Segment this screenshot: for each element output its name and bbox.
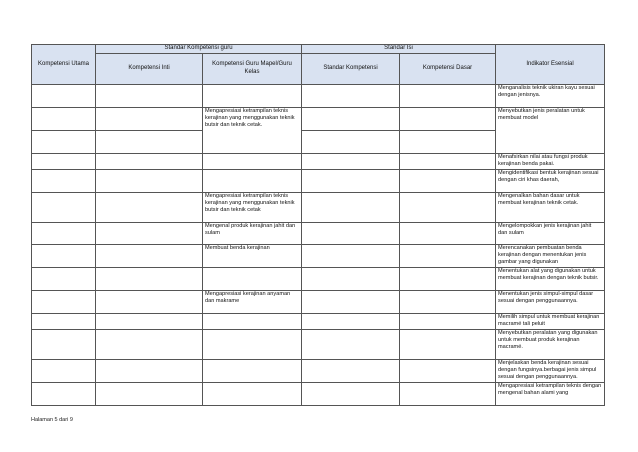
cell-indikator: Mengidentifikasi bentuk kerajinan sesuai dengan ciri khas daerah, — [496, 170, 605, 193]
table-row — [32, 330, 605, 360]
table-row — [32, 223, 605, 245]
cell-standar-kompetensi — [302, 314, 400, 330]
cell-kompetensi-utama — [32, 330, 96, 360]
cell-indikator: Menyebutkan peralatan yang digunakan untuk membuat produk kerajinan macramé. — [496, 330, 605, 360]
header-kompetensi-dasar: Kompetensi Dasar — [400, 54, 496, 85]
cell-indikator: Menganalisis teknik ukiran kayu sesuai dengan jenisnya. — [496, 85, 605, 108]
table-row — [32, 193, 605, 223]
competency-table — [31, 44, 605, 406]
cell-kompetensi-utama — [32, 268, 96, 291]
cell-indikator: Menentukan alat yang digunakan untuk membuat kerajinan dengan teknik butsir. — [496, 268, 605, 291]
cell-kompetensi-utama — [32, 154, 96, 170]
cell-kompetensi-inti — [96, 193, 203, 223]
cell-kompetensi-utama — [32, 223, 96, 245]
cell-kompetensi-guru — [203, 170, 302, 193]
header-kompetensi-utama: Kompetensi Utama — [32, 45, 96, 85]
cell-kompetensi-guru: Mengapresiasi kerajinan anyaman dan makrame — [203, 291, 302, 314]
cell-kompetensi-utama — [32, 170, 96, 193]
cell-kompetensi-inti — [96, 108, 203, 131]
cell-kompetensi-inti — [96, 291, 203, 314]
table-row — [32, 85, 605, 108]
cell-standar-kompetensi — [302, 131, 400, 154]
cell-indikator: Mengenalkan bahan dasar untuk membuat kerajinan teknik cetak. — [496, 193, 605, 223]
header-indikator-esensial: Indikator Esensial — [496, 45, 605, 85]
cell-kompetensi-dasar — [400, 85, 496, 108]
cell-kompetensi-utama — [32, 85, 96, 108]
cell-kompetensi-inti — [96, 383, 203, 406]
cell-kompetensi-utama — [32, 131, 96, 154]
cell-indikator: Menyebutkan jenis peralatan untuk membuat model — [496, 108, 605, 154]
cell-kompetensi-inti — [96, 268, 203, 291]
cell-kompetensi-inti — [96, 154, 203, 170]
cell-kompetensi-guru — [203, 268, 302, 291]
cell-standar-kompetensi — [302, 330, 400, 360]
header-standar-isi: Standar Isi — [302, 45, 496, 54]
cell-kompetensi-dasar — [400, 291, 496, 314]
cell-kompetensi-dasar — [400, 330, 496, 360]
cell-kompetensi-utama — [32, 291, 96, 314]
cell-kompetensi-guru — [203, 330, 302, 360]
cell-kompetensi-utama — [32, 314, 96, 330]
header-kompetensi-inti: Kompetensi Inti — [96, 54, 203, 85]
cell-kompetensi-utama — [32, 245, 96, 268]
cell-kompetensi-dasar — [400, 360, 496, 383]
cell-kompetensi-dasar — [400, 223, 496, 245]
table-row — [32, 291, 605, 314]
cell-indikator: Menentukan jenis simpul-simpul dasar sesuai dengan penggunaannya. — [496, 291, 605, 314]
cell-kompetensi-guru — [203, 383, 302, 406]
cell-standar-kompetensi — [302, 360, 400, 383]
cell-standar-kompetensi — [302, 170, 400, 193]
table-row — [32, 268, 605, 291]
cell-kompetensi-utama — [32, 360, 96, 383]
cell-standar-kompetensi — [302, 154, 400, 170]
cell-standar-kompetensi — [302, 85, 400, 108]
cell-standar-kompetensi — [302, 291, 400, 314]
cell-indikator: Menafsirkan nilai atau fungsi produk kerajinan benda pakai. — [496, 154, 605, 170]
cell-standar-kompetensi — [302, 108, 400, 131]
cell-kompetensi-guru — [203, 85, 302, 108]
header-standar-kompetensi: Standar Kompetensi — [302, 54, 400, 85]
cell-kompetensi-dasar — [400, 170, 496, 193]
cell-standar-kompetensi — [302, 223, 400, 245]
cell-kompetensi-dasar — [400, 154, 496, 170]
cell-indikator: Merencanakan pembuatan benda kerajinan dengan menentukan jenis gambar yang digunakan — [496, 245, 605, 268]
cell-kompetensi-utama — [32, 383, 96, 406]
cell-standar-kompetensi — [302, 268, 400, 291]
cell-kompetensi-guru: Mengapresiasi ketrampilan teknis kerajinan yang menggunakan teknik butsir dan teknik cetak. — [203, 108, 302, 154]
cell-kompetensi-inti — [96, 330, 203, 360]
cell-kompetensi-inti — [96, 245, 203, 268]
table-row — [32, 245, 605, 268]
cell-indikator: Memilih simpul untuk membuat kerajinan macramé tali peluit — [496, 314, 605, 330]
table-row — [32, 383, 605, 406]
table-row — [32, 170, 605, 193]
cell-kompetensi-inti — [96, 131, 203, 154]
cell-kompetensi-inti — [96, 314, 203, 330]
cell-kompetensi-dasar — [400, 314, 496, 330]
cell-kompetensi-utama — [32, 193, 96, 223]
cell-kompetensi-dasar — [400, 131, 496, 154]
table-row — [32, 314, 605, 330]
page-footer: Halaman 5 dari 9 — [31, 417, 73, 423]
cell-kompetensi-dasar — [400, 245, 496, 268]
header-kompetensi-guru: Kompetensi Guru Mapel/Guru Kelas — [203, 54, 302, 85]
cell-standar-kompetensi — [302, 383, 400, 406]
cell-indikator: Menjelaskan benda kerajinan sesuai dengan fungsinya.berbagai jenis simpul sesuai dengan penggunaannya. — [496, 360, 605, 383]
table-row — [32, 108, 605, 131]
cell-kompetensi-dasar — [400, 108, 496, 131]
cell-kompetensi-inti — [96, 223, 203, 245]
cell-kompetensi-utama — [32, 108, 96, 131]
cell-indikator: Mengapresiasi ketrampilan teknis dengan mengenal bahan alami yang — [496, 383, 605, 406]
cell-kompetensi-dasar — [400, 193, 496, 223]
cell-kompetensi-guru — [203, 154, 302, 170]
table-row — [32, 360, 605, 383]
cell-kompetensi-dasar — [400, 268, 496, 291]
cell-kompetensi-inti — [96, 170, 203, 193]
cell-kompetensi-dasar — [400, 383, 496, 406]
cell-kompetensi-guru: Membuat benda kerajinan — [203, 245, 302, 268]
cell-kompetensi-guru — [203, 314, 302, 330]
cell-standar-kompetensi — [302, 245, 400, 268]
cell-standar-kompetensi — [302, 193, 400, 223]
cell-kompetensi-guru: Mengenal produk kerajinan jahit dan sulam — [203, 223, 302, 245]
cell-kompetensi-guru: Mengapresiasi ketrampilan teknis kerajinan yang menggunakan teknik butsir dan teknik cetak — [203, 193, 302, 223]
table-row — [32, 154, 605, 170]
cell-kompetensi-inti — [96, 85, 203, 108]
cell-kompetensi-guru — [203, 360, 302, 383]
cell-kompetensi-inti — [96, 360, 203, 383]
cell-indikator: Mengelompokkan jenis kerajinan jahit dan sulam — [496, 223, 605, 245]
header-standar-kompetensi-guru: Standar Kompetensi guru — [96, 45, 302, 54]
